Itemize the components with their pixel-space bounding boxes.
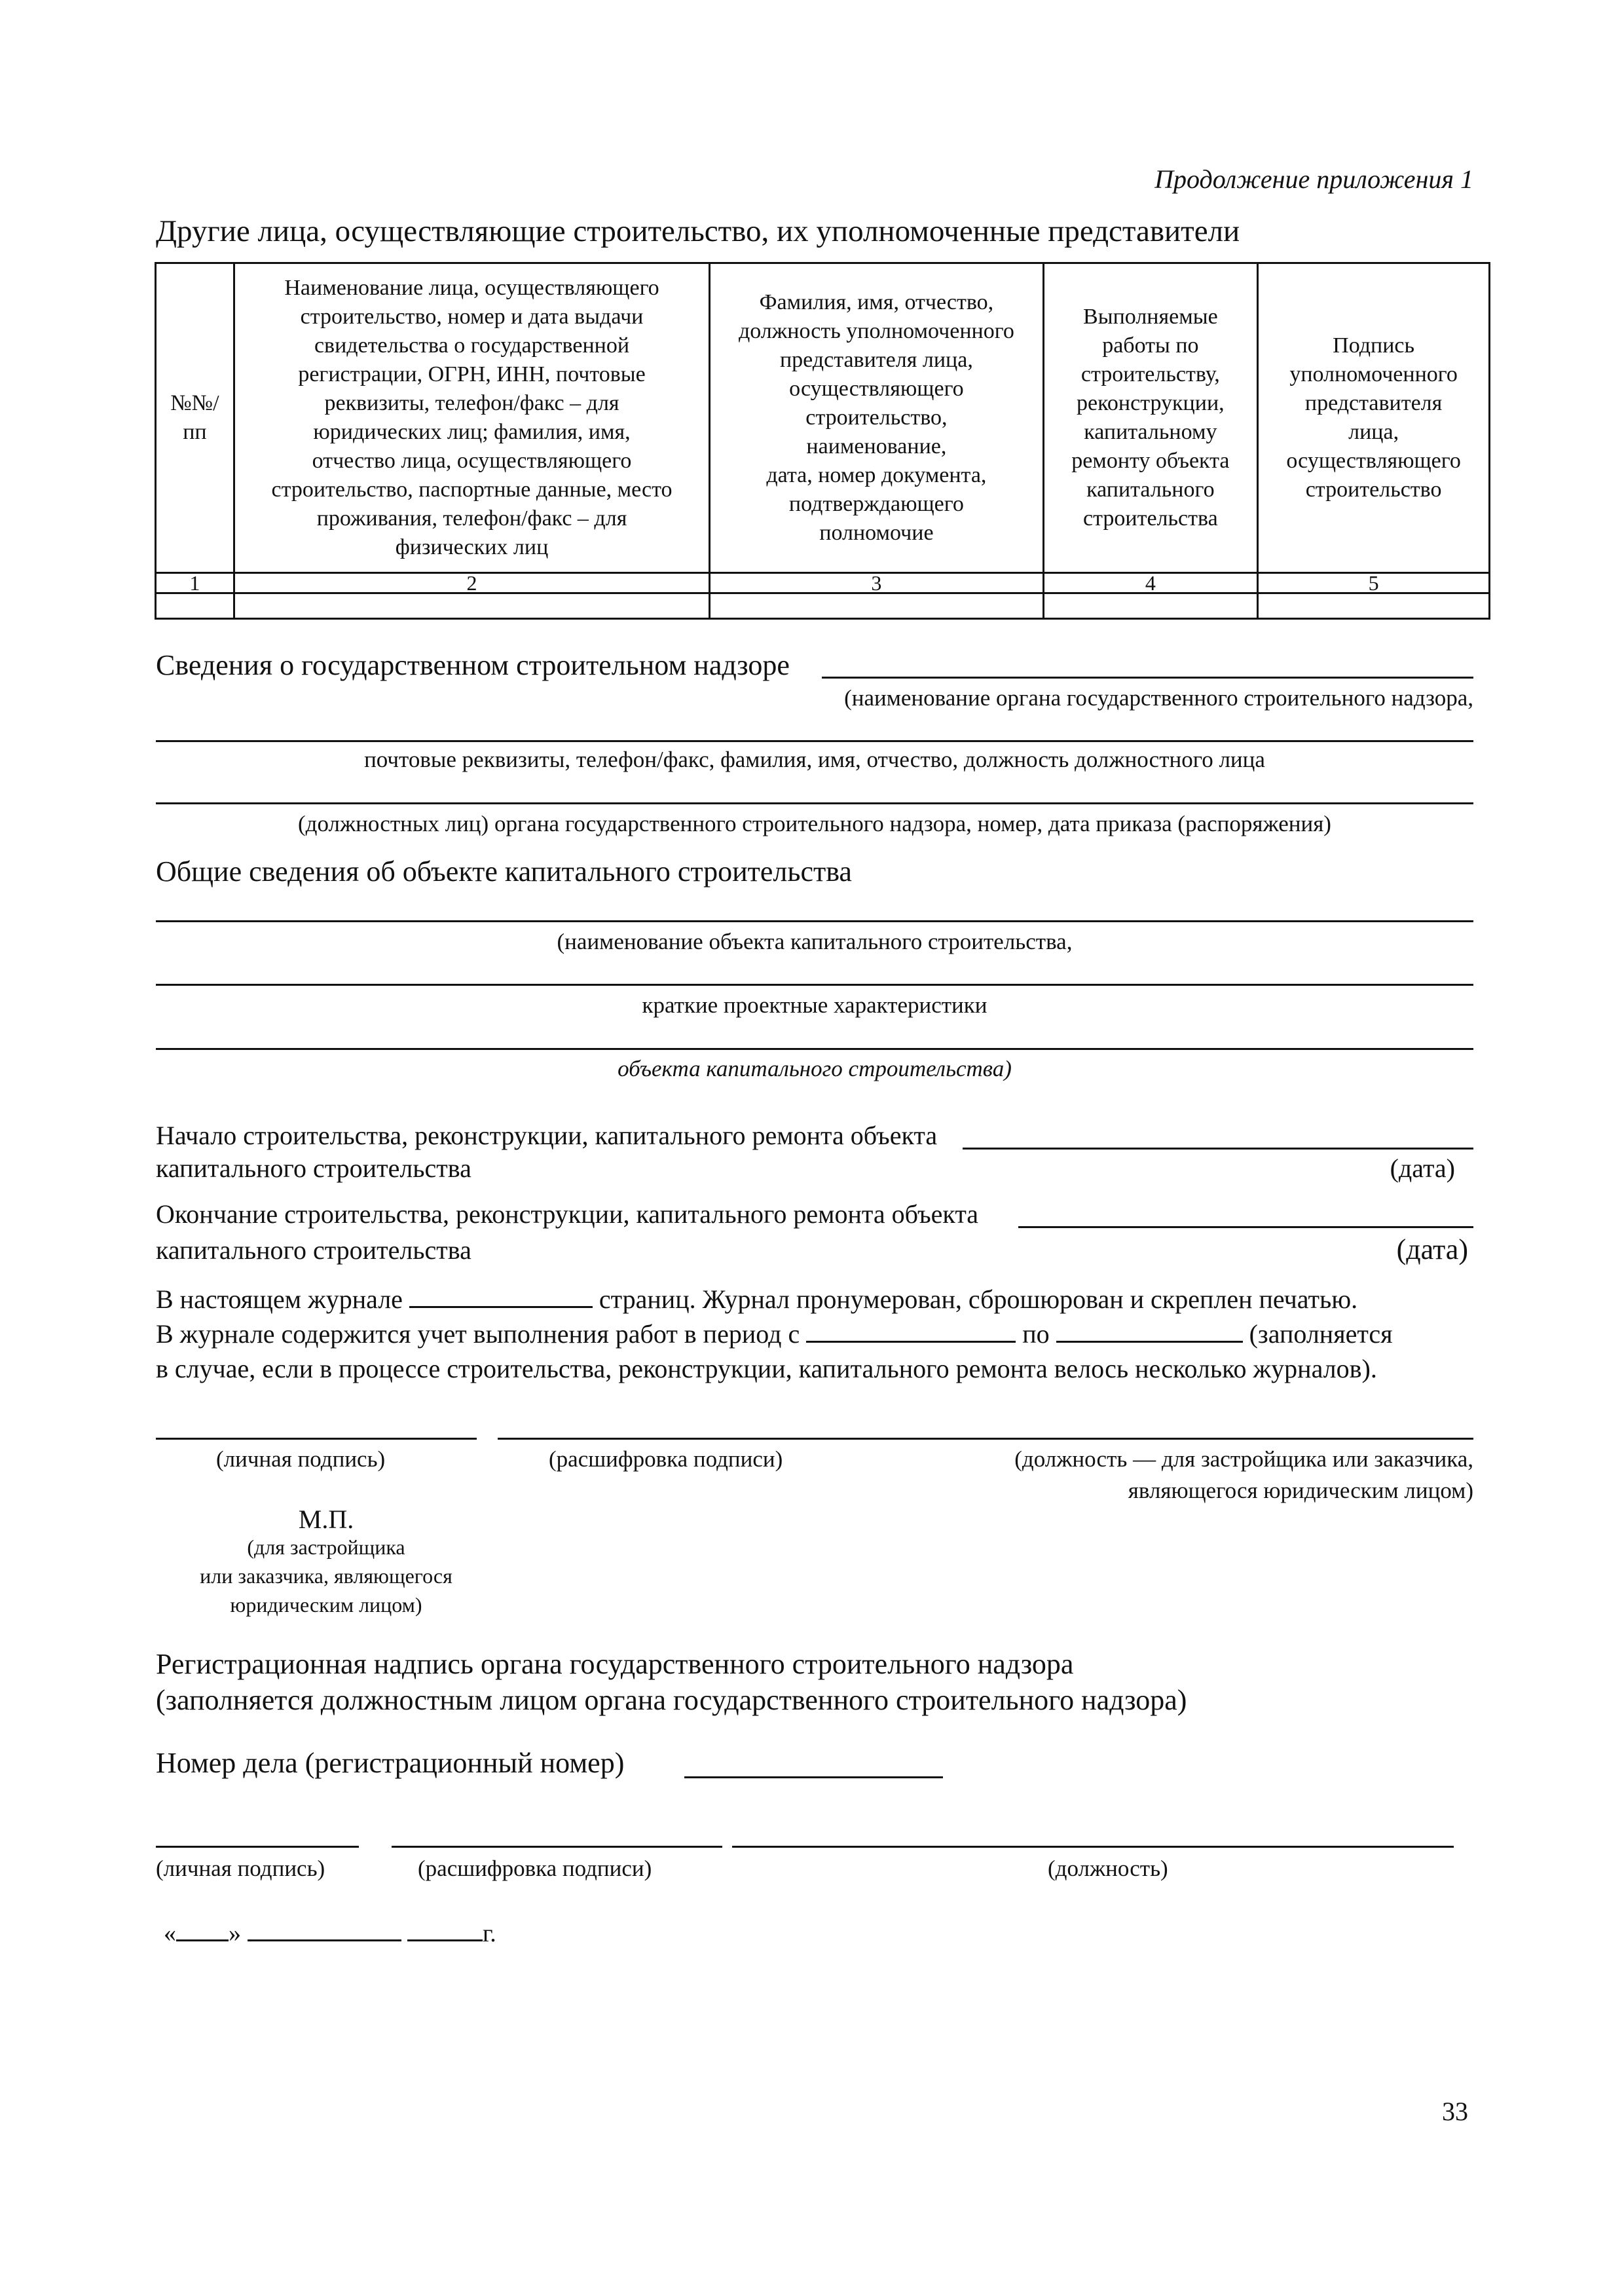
signature-decoding-caption: (расшифровка подписи) <box>549 1446 783 1472</box>
column-header-signature: Подпись уполномоченного представителя лица, осуществляющего строительство <box>1258 263 1490 573</box>
column-header-representative: Фамилия, имя, отчество, должность уполномоченного представителя лица, осуществляющего строительство, наименование, дата, номер документа, подтверждающего полномочие <box>710 263 1043 573</box>
registration-heading: Регистрационная надпись органа государственного строительного надзора <box>156 1648 1074 1680</box>
signature-line-decoding[interactable] <box>498 1438 1473 1440</box>
object-caption-2: краткие проектные характеристики <box>642 992 987 1018</box>
end-label-2: капитального строительства <box>156 1235 471 1265</box>
signature2-decoding-caption: (расшифровка подписи) <box>418 1856 652 1881</box>
signature2-position-caption: (должность) <box>1048 1856 1168 1881</box>
journal-text-6: в случае, если в процессе строительства, реконструкции, капитального ремонта велось несколько журналов). <box>156 1354 1377 1383</box>
supervision-line-3[interactable] <box>156 802 1473 804</box>
end-date-line[interactable] <box>1018 1226 1473 1228</box>
journal-text-3: В журнале содержится учет выполнения работ в период с <box>156 1319 800 1349</box>
signature2-line-personal[interactable] <box>156 1846 359 1848</box>
continuation-note: Продолжение приложения 1 <box>1154 164 1473 194</box>
column-number-1: 1 <box>156 573 234 593</box>
journal-text-2: страниц. Журнал пронумерован, сброшюрован и скреплен печатью. <box>599 1284 1358 1314</box>
supervision-line-2[interactable] <box>156 740 1473 742</box>
section-title: Другие лица, осуществляющие строительство, их уполномоченные представители <box>156 214 1240 248</box>
date-year-field[interactable] <box>407 1920 483 1941</box>
table-row <box>156 593 1490 619</box>
start-label-2: капитального строительства <box>156 1153 471 1183</box>
table-cell[interactable] <box>234 593 710 619</box>
pages-count-field[interactable] <box>409 1285 593 1308</box>
object-heading: Общие сведения об объекте капитального строительства <box>156 855 852 888</box>
signature2-personal-caption: (личная подпись) <box>156 1856 325 1881</box>
table-number-row <box>156 573 1490 593</box>
stamp-note-2: или заказчика, являющегося <box>200 1564 452 1588</box>
column-header-number: №№/ пп <box>156 263 234 573</box>
stamp-mark: М.П. <box>298 1505 354 1534</box>
column-number-5: 5 <box>1258 573 1490 593</box>
date-year-suffix: г. <box>483 1920 496 1947</box>
table-cell[interactable] <box>156 593 234 619</box>
signature2-line-decoding[interactable] <box>392 1846 722 1848</box>
journal-text-4: по <box>1022 1319 1050 1349</box>
supervision-label: Сведения о государственном строительном надзоре <box>156 649 790 681</box>
start-date-caption: (дата) <box>1390 1153 1455 1183</box>
supervision-caption-2: почтовые реквизиты, телефон/факс, фамилия, имя, отчество, должность должностного лица <box>364 747 1265 772</box>
start-date-line[interactable] <box>963 1148 1473 1150</box>
registration-subheading: (заполняется должностным лицом органа государственного строительного надзора) <box>156 1684 1187 1716</box>
column-number-3: 3 <box>710 573 1043 593</box>
supervision-input-line[interactable] <box>822 677 1473 679</box>
period-to-field[interactable] <box>1056 1320 1243 1343</box>
signature-position-caption-1: (должность — для застройщика или заказчика, <box>1014 1446 1473 1472</box>
journal-text-5: (заполняется <box>1249 1319 1393 1349</box>
end-date-caption: (дата) <box>1396 1233 1468 1265</box>
journal-text-1: В настоящем журнале <box>156 1284 403 1314</box>
date-day-field[interactable] <box>176 1920 229 1941</box>
signature2-line-position[interactable] <box>732 1846 1454 1848</box>
case-number-field[interactable] <box>684 1776 943 1778</box>
signature-personal-caption: (личная подпись) <box>216 1446 386 1472</box>
representatives-table <box>155 262 1490 620</box>
object-line-3[interactable] <box>156 1048 1473 1050</box>
column-number-4: 4 <box>1043 573 1258 593</box>
table-header-row <box>156 263 1490 573</box>
date-open-quote: « <box>164 1920 176 1947</box>
column-number-2: 2 <box>234 573 710 593</box>
column-header-works: Выполняемые работы по строительству, реконструкции, капитальному ремонту объекта капитального строительства <box>1043 263 1258 573</box>
date-line <box>164 1919 496 1948</box>
end-label-1: Окончание строительства, реконструкции, капитального ремонта объекта <box>156 1199 979 1229</box>
object-caption-3: объекта капитального строительства) <box>618 1056 1012 1081</box>
signature-line-personal[interactable] <box>156 1438 477 1440</box>
object-line-1[interactable] <box>156 920 1473 922</box>
case-number-label: Номер дела (регистрационный номер) <box>156 1747 625 1779</box>
period-from-field[interactable] <box>806 1320 1016 1343</box>
journal-line-1 <box>156 1284 1357 1315</box>
object-line-2[interactable] <box>156 984 1473 986</box>
object-caption-1: (наименование объекта капитального строительства, <box>557 929 1073 954</box>
signature-position-caption-2: являющегося юридическим лицом) <box>1128 1478 1473 1503</box>
stamp-note-3: юридическим лицом) <box>230 1593 422 1617</box>
page-number: 33 <box>1442 2097 1468 2126</box>
date-close-quote: » <box>229 1920 241 1947</box>
table-cell[interactable] <box>710 593 1043 619</box>
journal-line-2 <box>156 1319 1392 1349</box>
table-cell[interactable] <box>1258 593 1490 619</box>
column-header-organization: Наименование лица, осуществляющего строительство, номер и дата выдачи свидетельства о государственной регистрации, ОГРН, ИНН, почтовые реквизиты, телефон/факс – для юридических лиц; фамилия, имя, отчество лица, осуществляющего строительство, паспортные данные, место проживания, телефон/факс – для физических лиц <box>234 263 710 573</box>
supervision-caption-3: (должностных лиц) органа государственного строительного надзора, номер, дата приказа (распоряжения) <box>298 811 1331 836</box>
table-cell[interactable] <box>1043 593 1258 619</box>
start-label-1: Начало строительства, реконструкции, капитального ремонта объекта <box>156 1121 938 1150</box>
stamp-note-1: (для застройщика <box>247 1535 405 1559</box>
date-month-field[interactable] <box>248 1920 401 1941</box>
supervision-caption-1: (наименование органа государственного строительного надзора, <box>844 685 1473 711</box>
